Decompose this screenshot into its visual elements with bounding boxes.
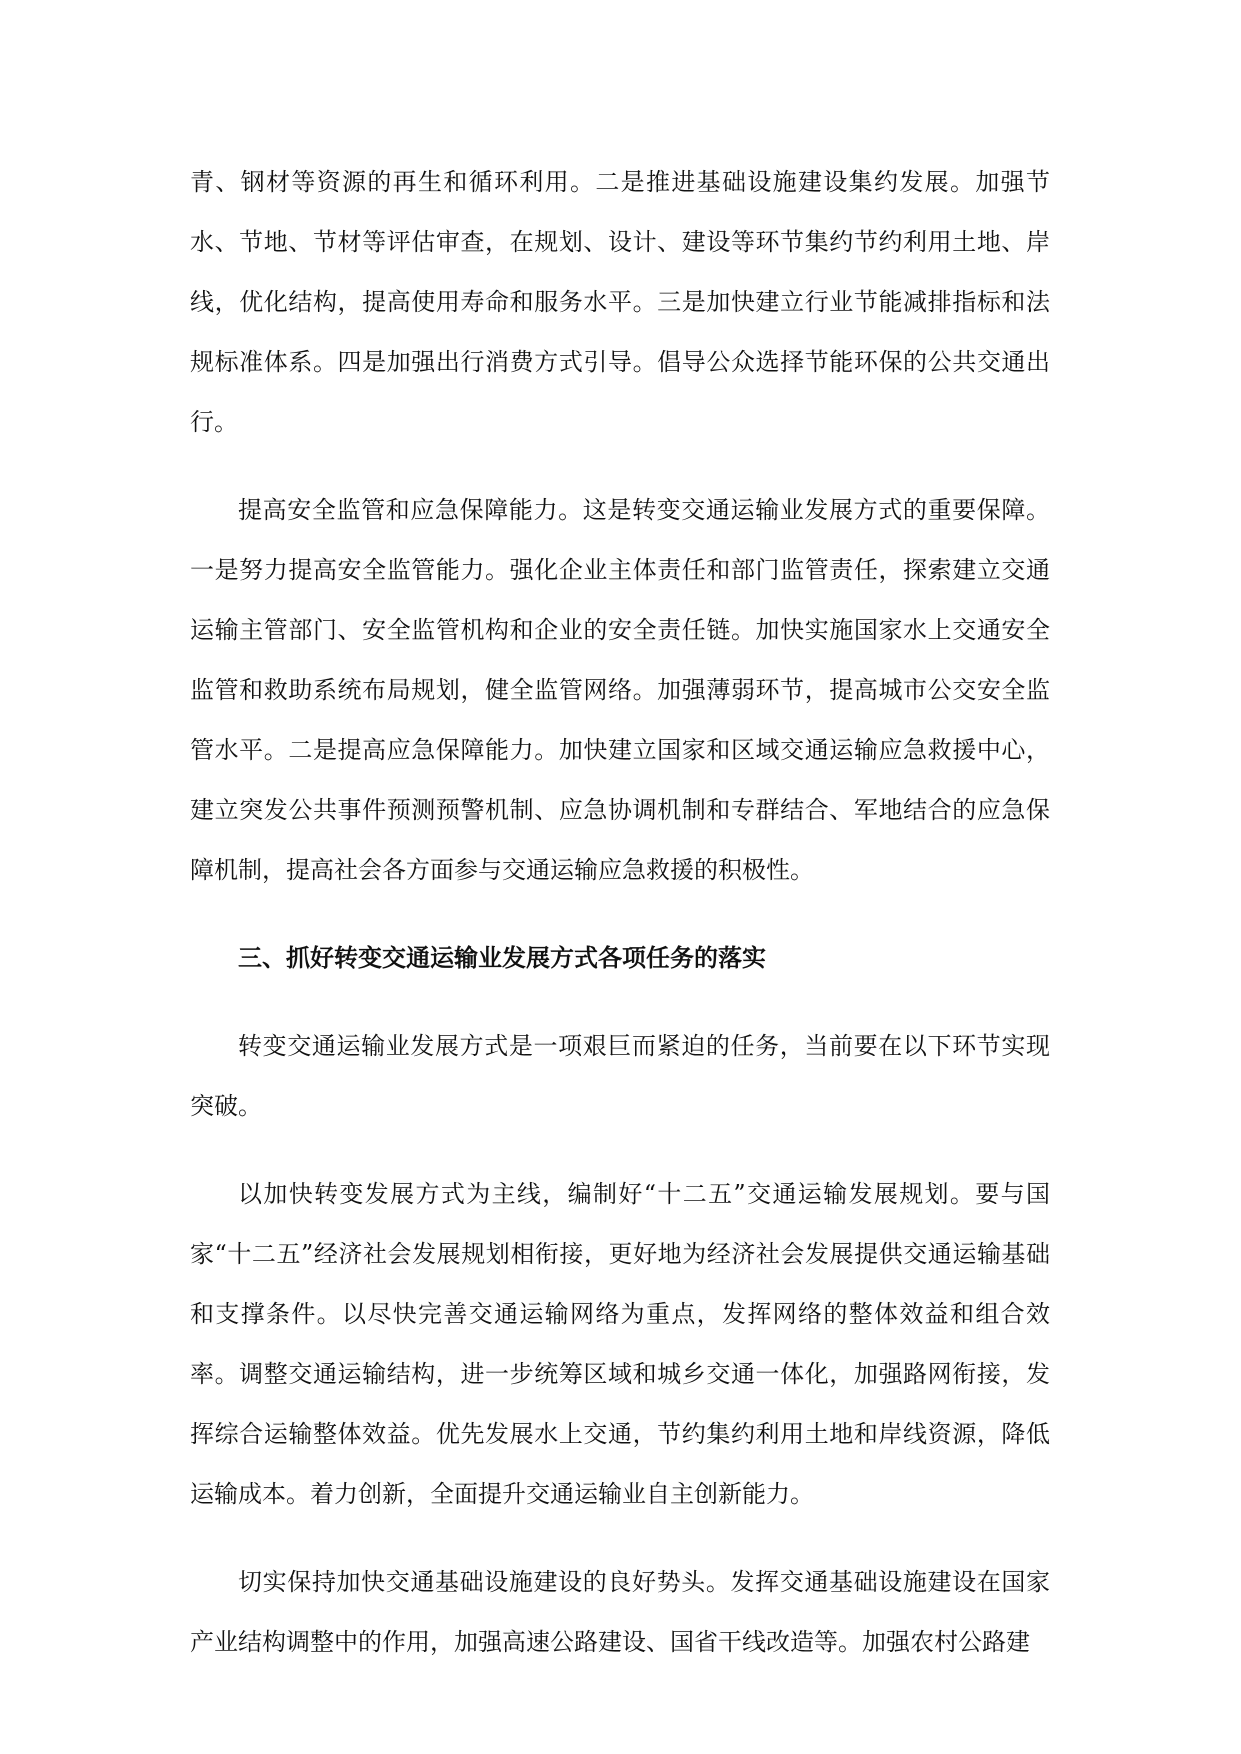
paragraph-task-intro: 转变交通运输业发展方式是一项艰巨而紧迫的任务，当前要在以下环节实现突破。	[190, 1032, 1050, 1120]
paragraph-spacer	[190, 452, 1050, 480]
section-heading: 三、抓好转变交通运输业发展方式各项任务的落实	[238, 944, 766, 972]
document-body	[190, 152, 1050, 1672]
paragraph-infrastructure: 切实保持加快交通基础设施建设的良好势头。发挥交通基础设施建设在国家产业结构调整中的作用，加强高速公路建设、国省干线改造等。加强农村公路建	[190, 1568, 1050, 1656]
paragraph-spacer	[190, 1524, 1050, 1552]
paragraph-spacer	[190, 1136, 1050, 1164]
paragraph-safety-supervision: 提高安全监管和应急保障能力。这是转变交通运输业发展方式的重要保障。一是努力提高安全监管能力。强化企业主体责任和部门监管责任，探索建立交通运输主管部门、安全监管机构和企业的安全责任链。加快实施国家水上交通安全监管和救助系统布局规划，健全监管网络。加强薄弱环节，提高城市公交安全监管水平。二是提高应急保障能力。加快建立国家和区域交通运输应急救援中心，建立突发公共事件预测预警机制、应急协调机制和专群结合、军地结合的应急保障机制，提高社会各方面参与交通运输应急救援的积极性。	[190, 496, 1050, 884]
paragraph-spacer	[190, 988, 1050, 1016]
paragraph-spacer	[190, 900, 1050, 928]
paragraph-resource-recycling: 青、钢材等资源的再生和循环利用。二是推进基础设施建设集约发展。加强节水、节地、节材等评估审查，在规划、设计、建设等环节集约节约利用土地、岸线，优化结构，提高使用寿命和服务水平。三是加快建立行业节能减排指标和法规标准体系。四是加强出行消费方式引导。倡导公众选择节能环保的公共交通出行。	[190, 168, 1050, 436]
paragraph-five-year-plan: 以加快转变发展方式为主线，编制好“十二五”交通运输发展规划。要与国家“十二五”经济社会发展规划相衔接，更好地为经济社会发展提供交通运输基础和支撑条件。以尽快完善交通运输网络为重点，发挥网络的整体效益和组合效率。调整交通运输结构，进一步统筹区域和城乡交通一体化，加强路网衔接，发挥综合运输整体效益。优先发展水上交通，节约集约利用土地和岸线资源，降低运输成本。着力创新，全面提升交通运输业自主创新能力。	[190, 1180, 1050, 1508]
